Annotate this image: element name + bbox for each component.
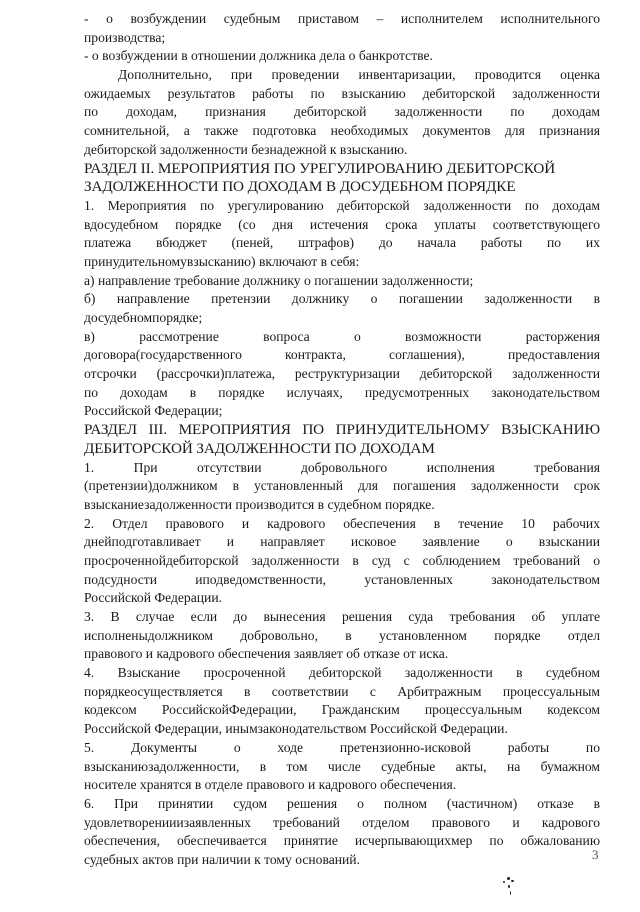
text-line: 5. Документы о ходе претензионно-исковой работы по [84, 739, 600, 755]
text-line: в) рассмотрение вопроса о возможности расторжения [84, 328, 600, 344]
text-line: исполненыдолжником добровольно, в установленном порядке отдел [84, 627, 600, 643]
text-line: Российской Федерации; [84, 403, 223, 419]
text-line: взысканиюзадолженности, в том числе судебные акты, на бумажном [84, 758, 600, 774]
text-line: порядкеосуществляется в соответствии с Арбитражным процессуальным [84, 683, 600, 699]
text-line: 3. В случае если до вынесения решения суда требования об уплате [84, 609, 600, 624]
text-line: обеспечения, обеспечивается принятие исчерпывающихмер по обжалованию [84, 833, 600, 849]
text-line: платежа вбюджет (пеней, штрафов) до начала работы по их [84, 235, 600, 251]
text-line: Российской Федерации, инымзаконодательством Российской Федерации. [84, 721, 508, 737]
text-line: Российской Федерации. [84, 590, 222, 606]
text-line: принудительномувзысканию) включают в себя: [84, 253, 360, 269]
text-line: удовлетворенииизаявленных требований отделом правового и кадрового [84, 814, 600, 830]
section-heading-line: ЗАДОЛЖЕННОСТИ ПО ДОХОДАМ В ДОСУДЕБНОМ ПОРЯДКЕ [84, 178, 516, 196]
section-heading-line: ДЕБИТОРСКОЙ ЗАДОЛЖЕННОСТИ ПО ДОХОДАМ [84, 439, 435, 457]
text-line: по доходам в порядке ислучаях, предусмотренных законодательством [84, 384, 600, 400]
text-line: - о возбуждении судебным приставом – исполнителем исполнительного [84, 11, 600, 26]
text-line: 1. При отсутствии добровольного исполнения требования [84, 459, 600, 475]
text-line: по доходам, признания дебиторской задолженности по доходам [84, 104, 600, 120]
text-line: сомнительной, а также подготовка необходимых документов для признания [84, 123, 600, 139]
text-line: кодексом РоссийскойФедерации, Гражданским процессуальным кодексом [84, 702, 600, 718]
text-line: дебиторской задолженности безнадежной к взысканию. [84, 141, 408, 157]
section-heading-line: РАЗДЕЛ III. МЕРОПРИЯТИЯ ПО ПРИНУДИТЕЛЬНОМУ ВЗЫСКАНИЮ [84, 421, 600, 439]
text-line: правового и кадрового обеспечения заявляет об отказе от иска. [84, 646, 449, 662]
text-line: 4. Взыскание просроченной дебиторской задолженности в судебном [84, 665, 600, 681]
text-line: судебных актов при наличии к тому оснований. [84, 851, 360, 867]
text-line: производства; [84, 29, 166, 45]
page-number: 3 [592, 847, 599, 862]
text-line: 2. Отдел правового и кадрового обеспечения в течение 10 рабочих [84, 515, 600, 531]
text-line: взысканиезадолженности производится в судебном порядке. [84, 496, 435, 512]
text-line: б) направление претензии должнику о погашении задолженности в [84, 291, 600, 307]
text-line: днейподготавливает и направляет исковое заявление о взыскании [84, 534, 600, 550]
text-line: (претензии)должником в установленный для погашения задолженности срок [84, 478, 600, 494]
text-line: носителе хранятся в отделе правового и кадрового обеспечения. [84, 777, 457, 793]
text-line: вдосудебном порядке (со дня истечения срока уплаты соответствующего [84, 216, 600, 232]
text-line: Дополнительно, при проведении инвентаризации, проводится оценка [118, 67, 600, 83]
text-line: 6. При принятии судом решения о полном (частичном) отказе в [84, 795, 600, 811]
text-line: - о возбуждении в отношении должника дела о банкротстве. [84, 48, 433, 64]
scan-specks [501, 875, 519, 897]
text-line: просроченнойдебиторской задолженности в суд с соблюдением требований о [84, 552, 600, 568]
section-heading-line: РАЗДЕЛ II. МЕРОПРИЯТИЯ ПО УРЕГУЛИРОВАНИЮ ДЕБИТОРСКОЙ [84, 159, 556, 177]
text-line: подсудности иподведомственности, установленных законодательством [84, 571, 600, 587]
text-line: отсрочки (рассрочки)платежа, реструктуризации дебиторской задолженности [84, 366, 600, 382]
document-body [84, 10, 600, 870]
text-line: а) направление требование должнику о погашении задолженности; [84, 272, 474, 288]
text-line: ожидаемых результатов работы по взысканию дебиторской задолженности [84, 85, 600, 101]
text-line: 1. Мероприятия по урегулированию дебиторской задолженности по доходам [84, 197, 600, 213]
text-line: договора(государственного контракта, соглашения), предоставления [84, 347, 600, 363]
text-line: досудебномпорядке; [84, 310, 203, 325]
